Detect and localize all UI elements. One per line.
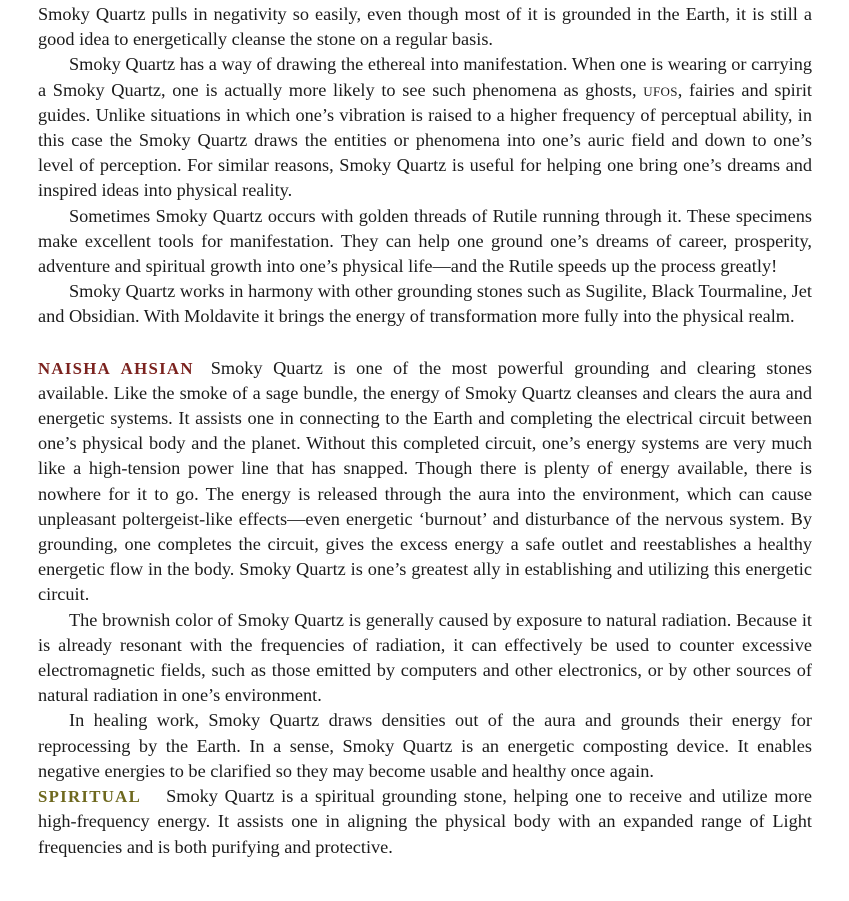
- paragraph-text: Smoky Quartz has a way of drawing the ethereal into manifestation. When one is wearing or carrying a Smoky Quartz, one is actually more likely to see such phenomena as ghosts,: [38, 54, 812, 100]
- paragraph-text: Smoky Quartz is a spiritual grounding stone, helping one to receive and utilize more high-frequency energy. It assists one in aligning the physical body with an expanded range of Light frequencies and is both purifying and protective.: [38, 786, 812, 857]
- paragraph-spiritual-section: [38, 784, 812, 860]
- paragraph-harmony-stones: Smoky Quartz works in harmony with other grounding stones such as Sugilite, Black Tourmaline, Jet and Obsidian. With Moldavite it brings the energy of transformation more fully into the physical realm.: [38, 281, 812, 327]
- author-heading-naisha-ahsian: NAISHA AHSIAN: [38, 358, 194, 378]
- paragraph-text: , fairies and spirit guides. Unlike situations in which one’s vibration is raised to a higher frequency of perceptual ability, in this case the Smoky Quartz draws the entities or phenomena into one’s auric field and down to one’s level of perception. For similar reasons, Smoky Quartz is useful for helping one bring one’s dreams and inspired ideas into physical reality.: [38, 79, 813, 201]
- paragraph-brownish-color: The brownish color of Smoky Quartz is generally caused by exposure to natural radiation. Because it is already resonant with the frequencies of radiation, it can effectively be used to counter excessive electromagnetic fields, such as those emitted by computers and other electronics, or by other sources of natural radiation in one’s environment.: [38, 609, 812, 706]
- paragraph-naisha-ahsian-section: [38, 356, 812, 608]
- paragraph-healing-work: In healing work, Smoky Quartz draws densities out of the aura and grounds their energy for reprocessing by the Earth. In a sense, Smoky Quartz is an energetic composting device. It enables negative energies to be clarified so they may become usable and healthy once again.: [38, 710, 812, 781]
- section-heading-spiritual: SPIRITUAL: [38, 787, 142, 807]
- paragraph-rutile: Sometimes Smoky Quartz occurs with golden threads of Rutile running through it. These specimens make excellent tools for manifestation. They can help one ground one’s dreams of career, prosperity, adventure and spiritual growth into one’s physical life—and the Rutile speeds up the process greatly!: [38, 205, 812, 277]
- paragraph-cleansing: Smoky Quartz pulls in negativity so easily, even though most of it is grounded in the Earth, it is still a good idea to energetically cleanse the stone on a regular basis.: [38, 4, 812, 50]
- ufos-smallcaps-text: UFOs: [643, 79, 678, 100]
- paragraph-text: Smoky Quartz is one of the most powerful grounding and clearing stones available. Like the smoke of a sage bundle, the energy of Smoky Quartz cleanses and clears the aura and energetic systems. It assists one in connecting to the Earth and completing the electrical circuit between one’s physical body and the planet. Without this completed circuit, one’s energy systems are very much like a high-tension power line that has snapped. Though there is plenty of energy available, there is nowhere for it to go. The energy is released through the aura into the environment, which can cause unpleasant poltergeist-like effects—even energetic ‘burnout’ and disturbance of the nervous system. By grounding, one completes the circuit, gives the excess energy a safe outlet and reestablishes a healthy energetic flow in the body. Smoky Quartz is one’s greatest ally in establishing and utilizing this energetic circuit.: [38, 357, 813, 605]
- paragraph-ethereal: [38, 52, 812, 203]
